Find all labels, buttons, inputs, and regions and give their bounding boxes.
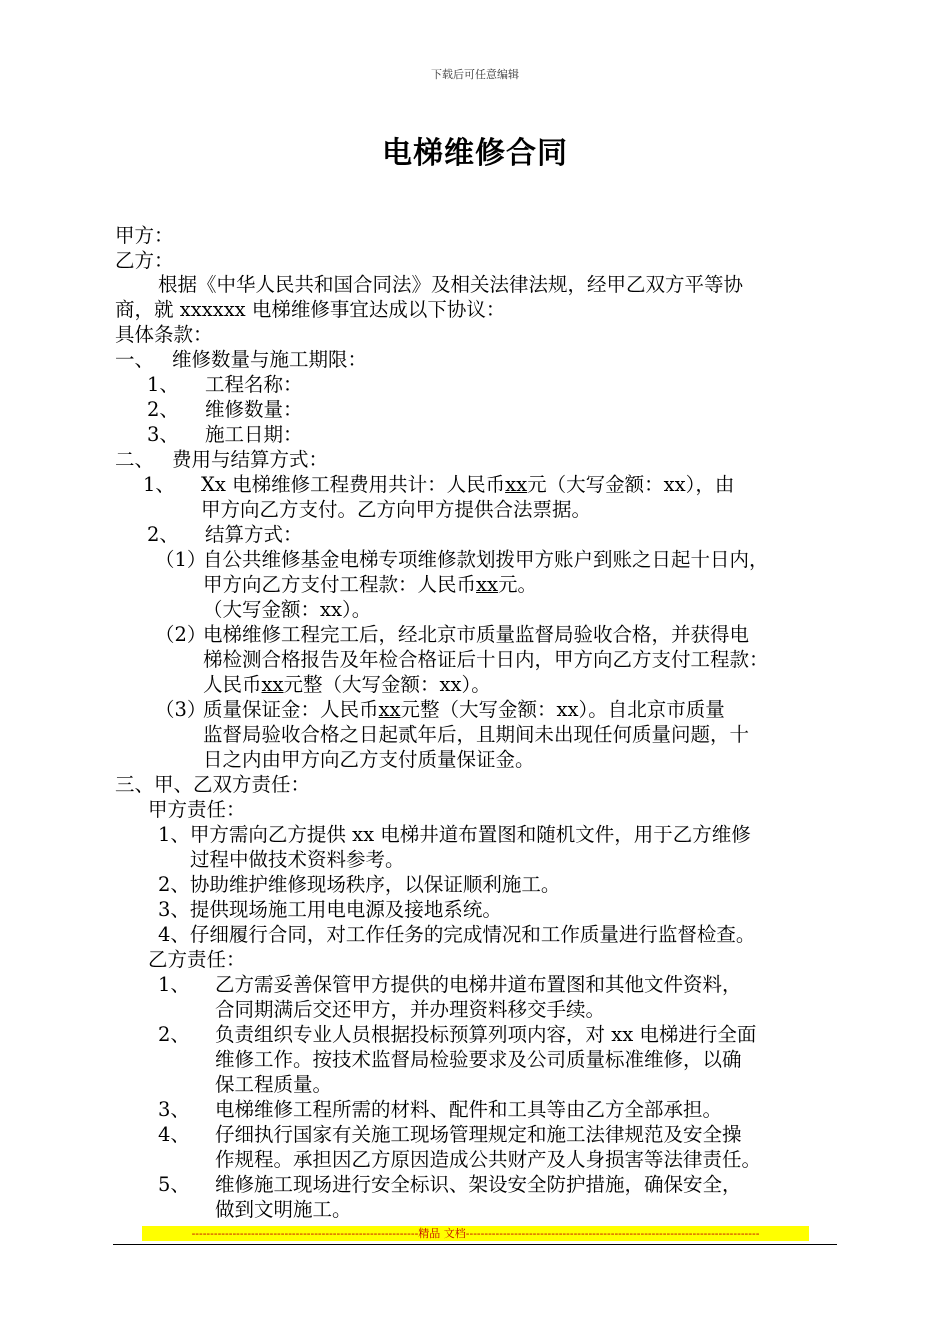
clause-text: 电梯维修工程完工后，经北京市质量监督局验收合格，并获得电 [203, 623, 750, 646]
item-text: 维修数量： [205, 398, 303, 421]
section-title: 费用与结算方式： [172, 448, 329, 471]
header-note: 下载后可任意编辑 [431, 68, 519, 81]
list-item: 1、甲方需向乙方提供 xx 电梯井道布置图和随机文件，用于乙方维修 [158, 823, 751, 846]
list-item: 2、协助维护维修现场秩序，以保证顺利施工。 [158, 873, 561, 896]
section-number: 二、 [115, 448, 155, 471]
subsection-title: 乙方责任： [148, 948, 246, 971]
list-item: 作规程。承担因乙方原因造成公共财产及人身损害等法律责任。 [215, 1148, 762, 1171]
list-item: 维修施工现场进行安全标识、架设安全防护措施，确保安全， [215, 1173, 742, 1196]
clause-text: 日之内由甲方向乙方支付质量保证金。 [203, 748, 535, 771]
footer-banner: -------------------------------------------------------------精品 文档------------------------------------------------------------------------------- [142, 1226, 809, 1241]
intro-line: 商，就 xxxxxx 电梯维修事宜达成以下协议： [115, 298, 506, 321]
item-number: 3、 [147, 423, 179, 446]
subsection-title: 甲方责任： [148, 798, 246, 821]
amount-blank: xx [261, 673, 284, 696]
footer-divider [113, 1244, 837, 1245]
item-text: 结算方式： [205, 523, 303, 546]
document-title: 电梯维修合同 [382, 136, 568, 171]
clause-number: （2） [155, 623, 207, 646]
item-number: 4、 [158, 1123, 190, 1146]
item-number: 2、 [158, 1023, 190, 1046]
item-number: 2、 [147, 398, 179, 421]
item-number: 1、 [143, 473, 175, 496]
item-text: 施工日期： [205, 423, 303, 446]
list-item: 电梯维修工程所需的材料、配件和工具等由乙方全部承担。 [215, 1098, 723, 1121]
intro-line: 根据《中华人民共和国合同法》及相关法律法规，经甲乙双方平等协 [158, 273, 744, 296]
section-title: 三、甲、乙双方责任： [115, 773, 311, 796]
clause-text: 梯检测合格报告及年检合格证后十日内，甲方向乙方支付工程款： [203, 648, 769, 671]
list-item: 维修工作。按技术监督局检验要求及公司质量标准维修，以确 [215, 1048, 742, 1071]
item-number: 5、 [158, 1173, 190, 1196]
list-item: 过程中做技术资料参考。 [190, 848, 405, 871]
item-text: 甲方向乙方支付。乙方向甲方提供合法票据。 [201, 498, 592, 521]
clause-number: （3） [155, 698, 207, 721]
list-item: 保工程质量。 [215, 1073, 333, 1096]
amount-blank: xx [378, 698, 401, 721]
list-item: 负责组织专业人员根据投标预算列项内容，对 xx 电梯进行全面 [215, 1023, 757, 1046]
clause-text: 人民币xx元整（大写金额：xx）。 [203, 673, 491, 696]
section-title: 维修数量与施工期限： [172, 348, 368, 371]
list-item: 做到文明施工。 [215, 1198, 352, 1221]
item-number: 2、 [147, 523, 179, 546]
item-number: 3、 [158, 1098, 190, 1121]
list-item: 合同期满后交还甲方，并办理资料移交手续。 [215, 998, 606, 1021]
clause-text: 监督局验收合格之日起贰年后，且期间未出现任何质量问题，十 [203, 723, 750, 746]
terms-heading: 具体条款： [115, 323, 213, 346]
clause-number: （1） [155, 548, 207, 571]
item-text: Xx 电梯维修工程费用共计：人民币xx元（大写金额：xx），由 [201, 473, 735, 496]
clause-text: （大写金额：xx）。 [203, 598, 372, 621]
amount-blank: xx [505, 473, 528, 496]
clause-text: 甲方向乙方支付工程款：人民币xx元。 [203, 573, 538, 596]
section-number: 一、 [115, 348, 155, 371]
item-text: 工程名称： [205, 373, 303, 396]
item-number: 1、 [158, 973, 190, 996]
party-a-label: 甲方： [115, 224, 174, 247]
list-item: 3、提供现场施工用电电源及接地系统。 [158, 898, 502, 921]
clause-text: 自公共维修基金电梯专项维修款划拨甲方账户到账之日起十日内， [203, 548, 769, 571]
party-b-label: 乙方： [115, 249, 174, 272]
item-number: 1、 [147, 373, 179, 396]
list-item: 4、仔细履行合同，对工作任务的完成情况和工作质量进行监督检查。 [158, 923, 756, 946]
list-item: 乙方需妥善保管甲方提供的电梯井道布置图和其他文件资料， [215, 973, 742, 996]
amount-blank: xx [476, 573, 499, 596]
list-item: 仔细执行国家有关施工现场管理规定和施工法律规范及安全操 [215, 1123, 742, 1146]
clause-text: 质量保证金：人民币xx元整（大写金额：xx）。自北京市质量 [203, 698, 725, 721]
